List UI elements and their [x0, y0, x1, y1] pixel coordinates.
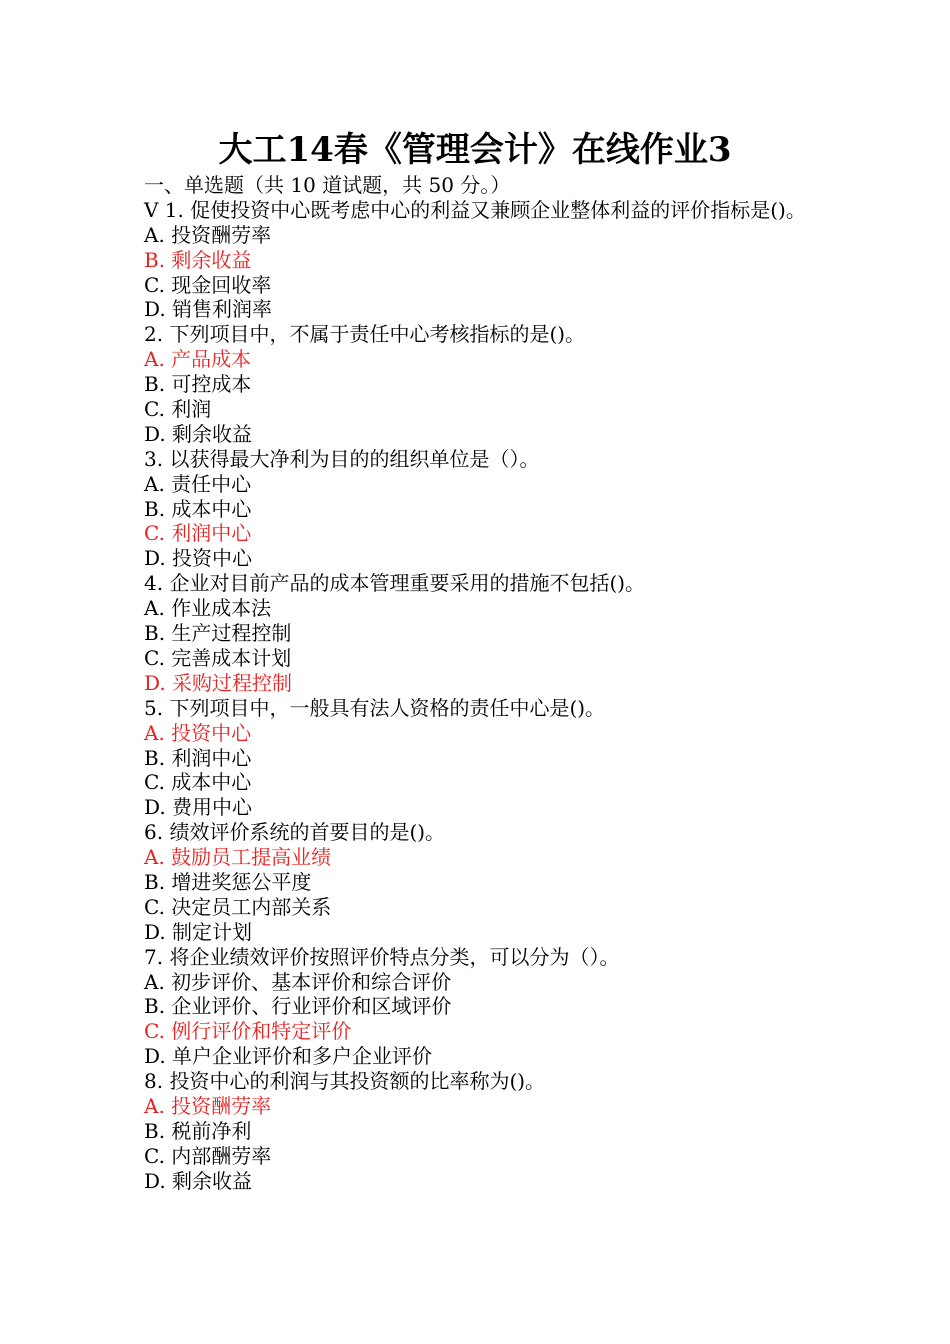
answer-option: A. 投资酬劳率: [144, 1093, 272, 1118]
option: B. 利润中心: [144, 745, 252, 770]
option: D. 费用中心: [144, 795, 253, 820]
answer-option: C. 利润中心: [144, 521, 252, 546]
option: A. 初步评价、基本评价和综合评价: [144, 969, 452, 994]
option: C. 现金回收率: [144, 272, 272, 297]
section-heading: 一、单选题（共 10 道试题，共 50 分。）: [144, 173, 511, 197]
question-block: [144, 820, 809, 944]
option: B. 企业评价、行业评价和区域评价: [144, 994, 452, 1019]
answer-option: A. 投资中心: [144, 720, 252, 745]
option: C. 成本中心: [144, 770, 252, 795]
question-stem: V 1. 促使投资中心既考虑中心的利益又兼顾企业整体利益的评价指标是()。: [144, 197, 806, 222]
document-title: 大工14春《管理会计》在线作业3: [218, 130, 732, 170]
option: B. 可控成本: [144, 372, 252, 397]
option: B. 税前净利: [144, 1118, 252, 1143]
option: D. 制定计划: [144, 919, 253, 944]
option: D. 单户企业评价和多户企业评价: [144, 1044, 433, 1069]
option: B. 增进奖惩公平度: [144, 869, 312, 894]
answer-option: A. 产品成本: [144, 347, 252, 372]
question-block: [144, 571, 809, 695]
question-block: [144, 198, 809, 322]
question-stem: 6. 绩效评价系统的首要目的是()。: [144, 820, 446, 845]
answer-option: B. 剩余收益: [144, 247, 252, 272]
option: D. 剩余收益: [144, 1168, 253, 1193]
question-block: [144, 945, 809, 1069]
question-block: [144, 1069, 809, 1193]
option: D. 剩余收益: [144, 421, 253, 446]
option: C. 内部酬劳率: [144, 1143, 272, 1168]
answer-option: C. 例行评价和特定评价: [144, 1019, 352, 1044]
option: D. 投资中心: [144, 546, 253, 571]
option: A. 责任中心: [144, 471, 252, 496]
option: C. 完善成本计划: [144, 645, 292, 670]
option: A. 作业成本法: [144, 596, 272, 621]
option: B. 生产过程控制: [144, 621, 292, 646]
question-stem: 8. 投资中心的利润与其投资额的比率称为()。: [144, 1069, 546, 1094]
question-stem: 4. 企业对目前产品的成本管理重要采用的措施不包括()。: [144, 571, 646, 596]
answer-option: D. 采购过程控制: [144, 670, 293, 695]
question-list: [144, 173, 809, 1194]
question-block: [144, 447, 809, 571]
question-block: [144, 696, 809, 820]
question-stem: 2. 下列项目中，不属于责任中心考核指标的是()。: [144, 322, 586, 347]
questions-container: [144, 198, 809, 1194]
option: C. 利润: [144, 397, 212, 422]
option: C. 决定员工内部关系: [144, 894, 332, 919]
question-stem: 5. 下列项目中，一般具有法人资格的责任中心是()。: [144, 695, 606, 720]
question-stem: 3. 以获得最大净利为目的的组织单位是（）。: [144, 446, 540, 471]
question-stem: 7. 将企业绩效评价按照评价特点分类，可以分为（）。: [144, 944, 620, 969]
answer-option: A. 鼓励员工提高业绩: [144, 845, 332, 870]
option: D. 销售利润率: [144, 297, 273, 322]
option: A. 投资酬劳率: [144, 222, 272, 247]
option: B. 成本中心: [144, 496, 252, 521]
question-block: [144, 322, 809, 446]
